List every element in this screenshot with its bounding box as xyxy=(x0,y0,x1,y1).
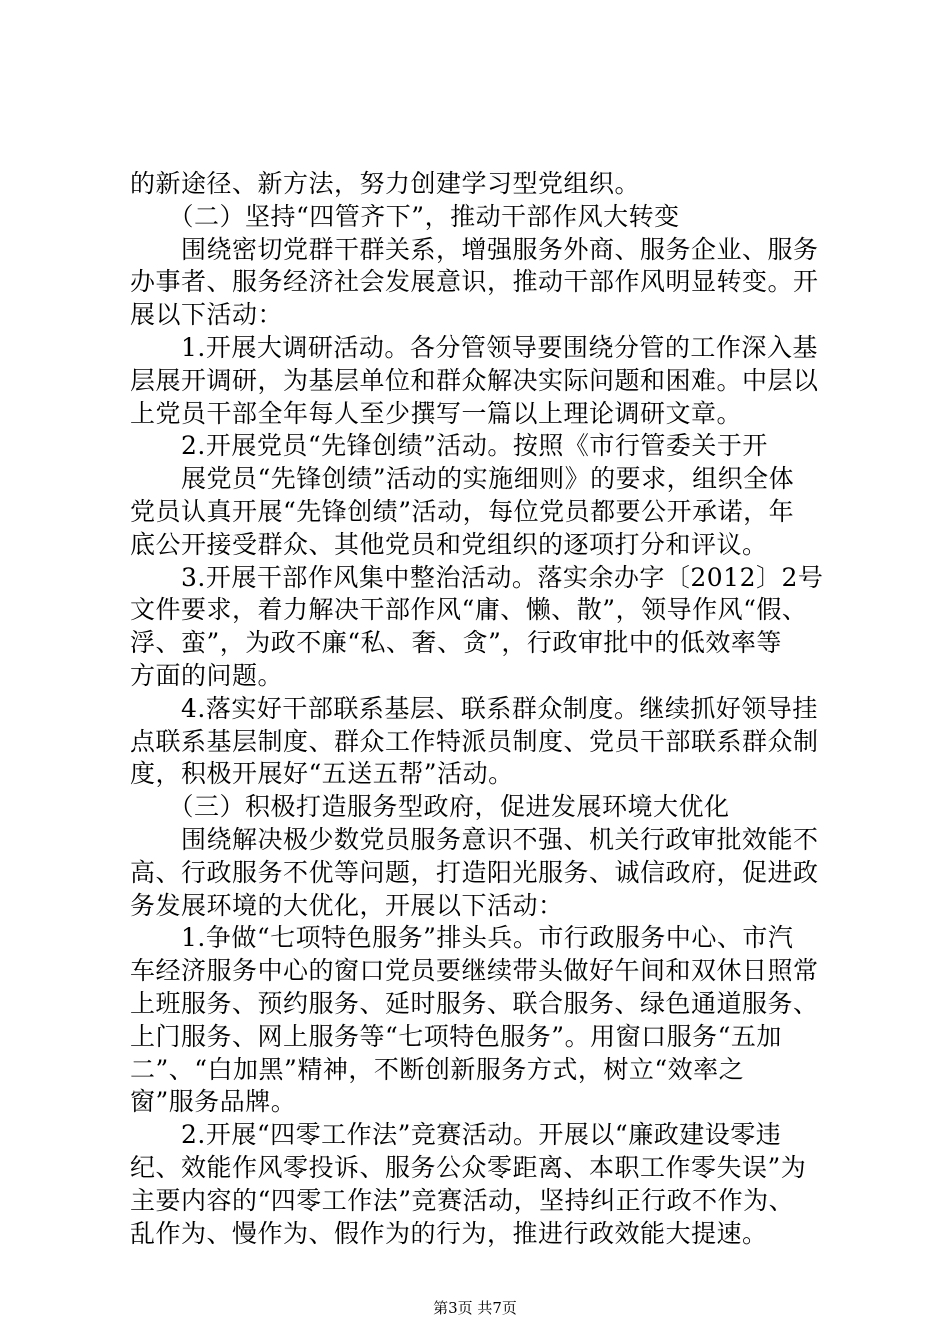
text-line: 高、行政服务不优等问题，打造阳光服务、诚信政府，促进政 xyxy=(130,857,819,887)
text-line: 上党员干部全年每人至少撰写一篇以上理论调研文章。 xyxy=(130,398,743,428)
document-body xyxy=(130,168,830,1250)
text-line: 纪、效能作风零投诉、服务公众零距离、本职工作零失误”为 xyxy=(130,1152,807,1182)
text-line: 文件要求，着力解决干部作风“庸、懒、散”，领导作风“假、 xyxy=(130,595,808,625)
text-line: 窗”服务品牌。 xyxy=(130,1087,297,1117)
text-line: 上门服务、网上服务等“七项特色服务”。用窗口服务“五加 xyxy=(130,1021,782,1051)
text-line: 点联系基层制度、群众工作特派员制度、党员干部联系群众制 xyxy=(130,726,819,756)
text-line: 围绕解决极少数党员服务意识不强、机关行政审批效能不 xyxy=(130,824,819,854)
text-line: 上班服务、预约服务、延时服务、联合服务、绿色通道服务、 xyxy=(130,988,819,1018)
text-line: 展党员“先锋创绩”活动的实施细则》的要求，组织全体 xyxy=(130,464,795,494)
text-line: 2.开展“四零工作法”竞赛活动。开展以“廉政建设零违 xyxy=(130,1120,782,1150)
text-line: 底公开接受群众、其他党员和党组织的逐项打分和评议。 xyxy=(130,529,768,559)
text-line: 车经济服务中心的窗口党员要继续带头做好午间和双休日照常 xyxy=(130,956,819,986)
text-line: 3.开展干部作风集中整治活动。落实余办字〔2012〕2号 xyxy=(130,562,824,592)
text-line: 党员认真开展“先锋创绩”活动，每位党员都要公开承诺，年 xyxy=(130,496,795,526)
text-line: 1.争做“七项特色服务”排头兵。市行政服务中心、市汽 xyxy=(130,923,794,953)
text-line: （二）坚持“四管齐下”，推动干部作风大转变 xyxy=(130,201,680,231)
text-line: 务发展环境的大优化，开展以下活动： xyxy=(130,890,564,920)
text-line: 围绕密切党群干群关系，增强服务外商、服务企业、服务 xyxy=(130,234,819,264)
text-line: 1.开展大调研活动。各分管领导要围绕分管的工作深入基 xyxy=(130,332,818,362)
text-line: 2.开展党员“先锋创绩”活动。按照《市行管委关于开 xyxy=(130,431,768,461)
text-line: 乱作为、慢作为、假作为的行为，推进行政效能大提速。 xyxy=(130,1218,768,1248)
text-line: 的新途径、新方法，努力创建学习型党组织。 xyxy=(130,169,641,198)
text-line: 度，积极开展好“五送五帮”活动。 xyxy=(130,759,514,789)
text-line: 办事者、服务经济社会发展意识，推动干部作风明显转变。开 xyxy=(130,267,819,297)
text-line: 主要内容的“四零工作法”竞赛活动，坚持纠正行政不作为、 xyxy=(130,1185,795,1215)
text-line: 层展开调研，为基层单位和群众解决实际问题和困难。中层以 xyxy=(130,365,819,395)
text-line: 浮、蛮”，为政不廉“私、奢、贪”，行政审批中的低效率等 xyxy=(130,628,782,658)
text-line: 展以下活动： xyxy=(130,300,284,330)
text-line: 4.落实好干部联系基层、联系群众制度。继续抓好领导挂 xyxy=(130,693,818,723)
text-line: 方面的问题。 xyxy=(130,660,284,690)
text-line: （三）积极打造服务型政府，促进发展环境大优化 xyxy=(130,792,730,822)
page-footer: 第3页 共7页 xyxy=(433,1299,517,1317)
text-line: 二”、“白加黑”精神，不断创新服务方式，树立“效率之 xyxy=(130,1054,745,1084)
